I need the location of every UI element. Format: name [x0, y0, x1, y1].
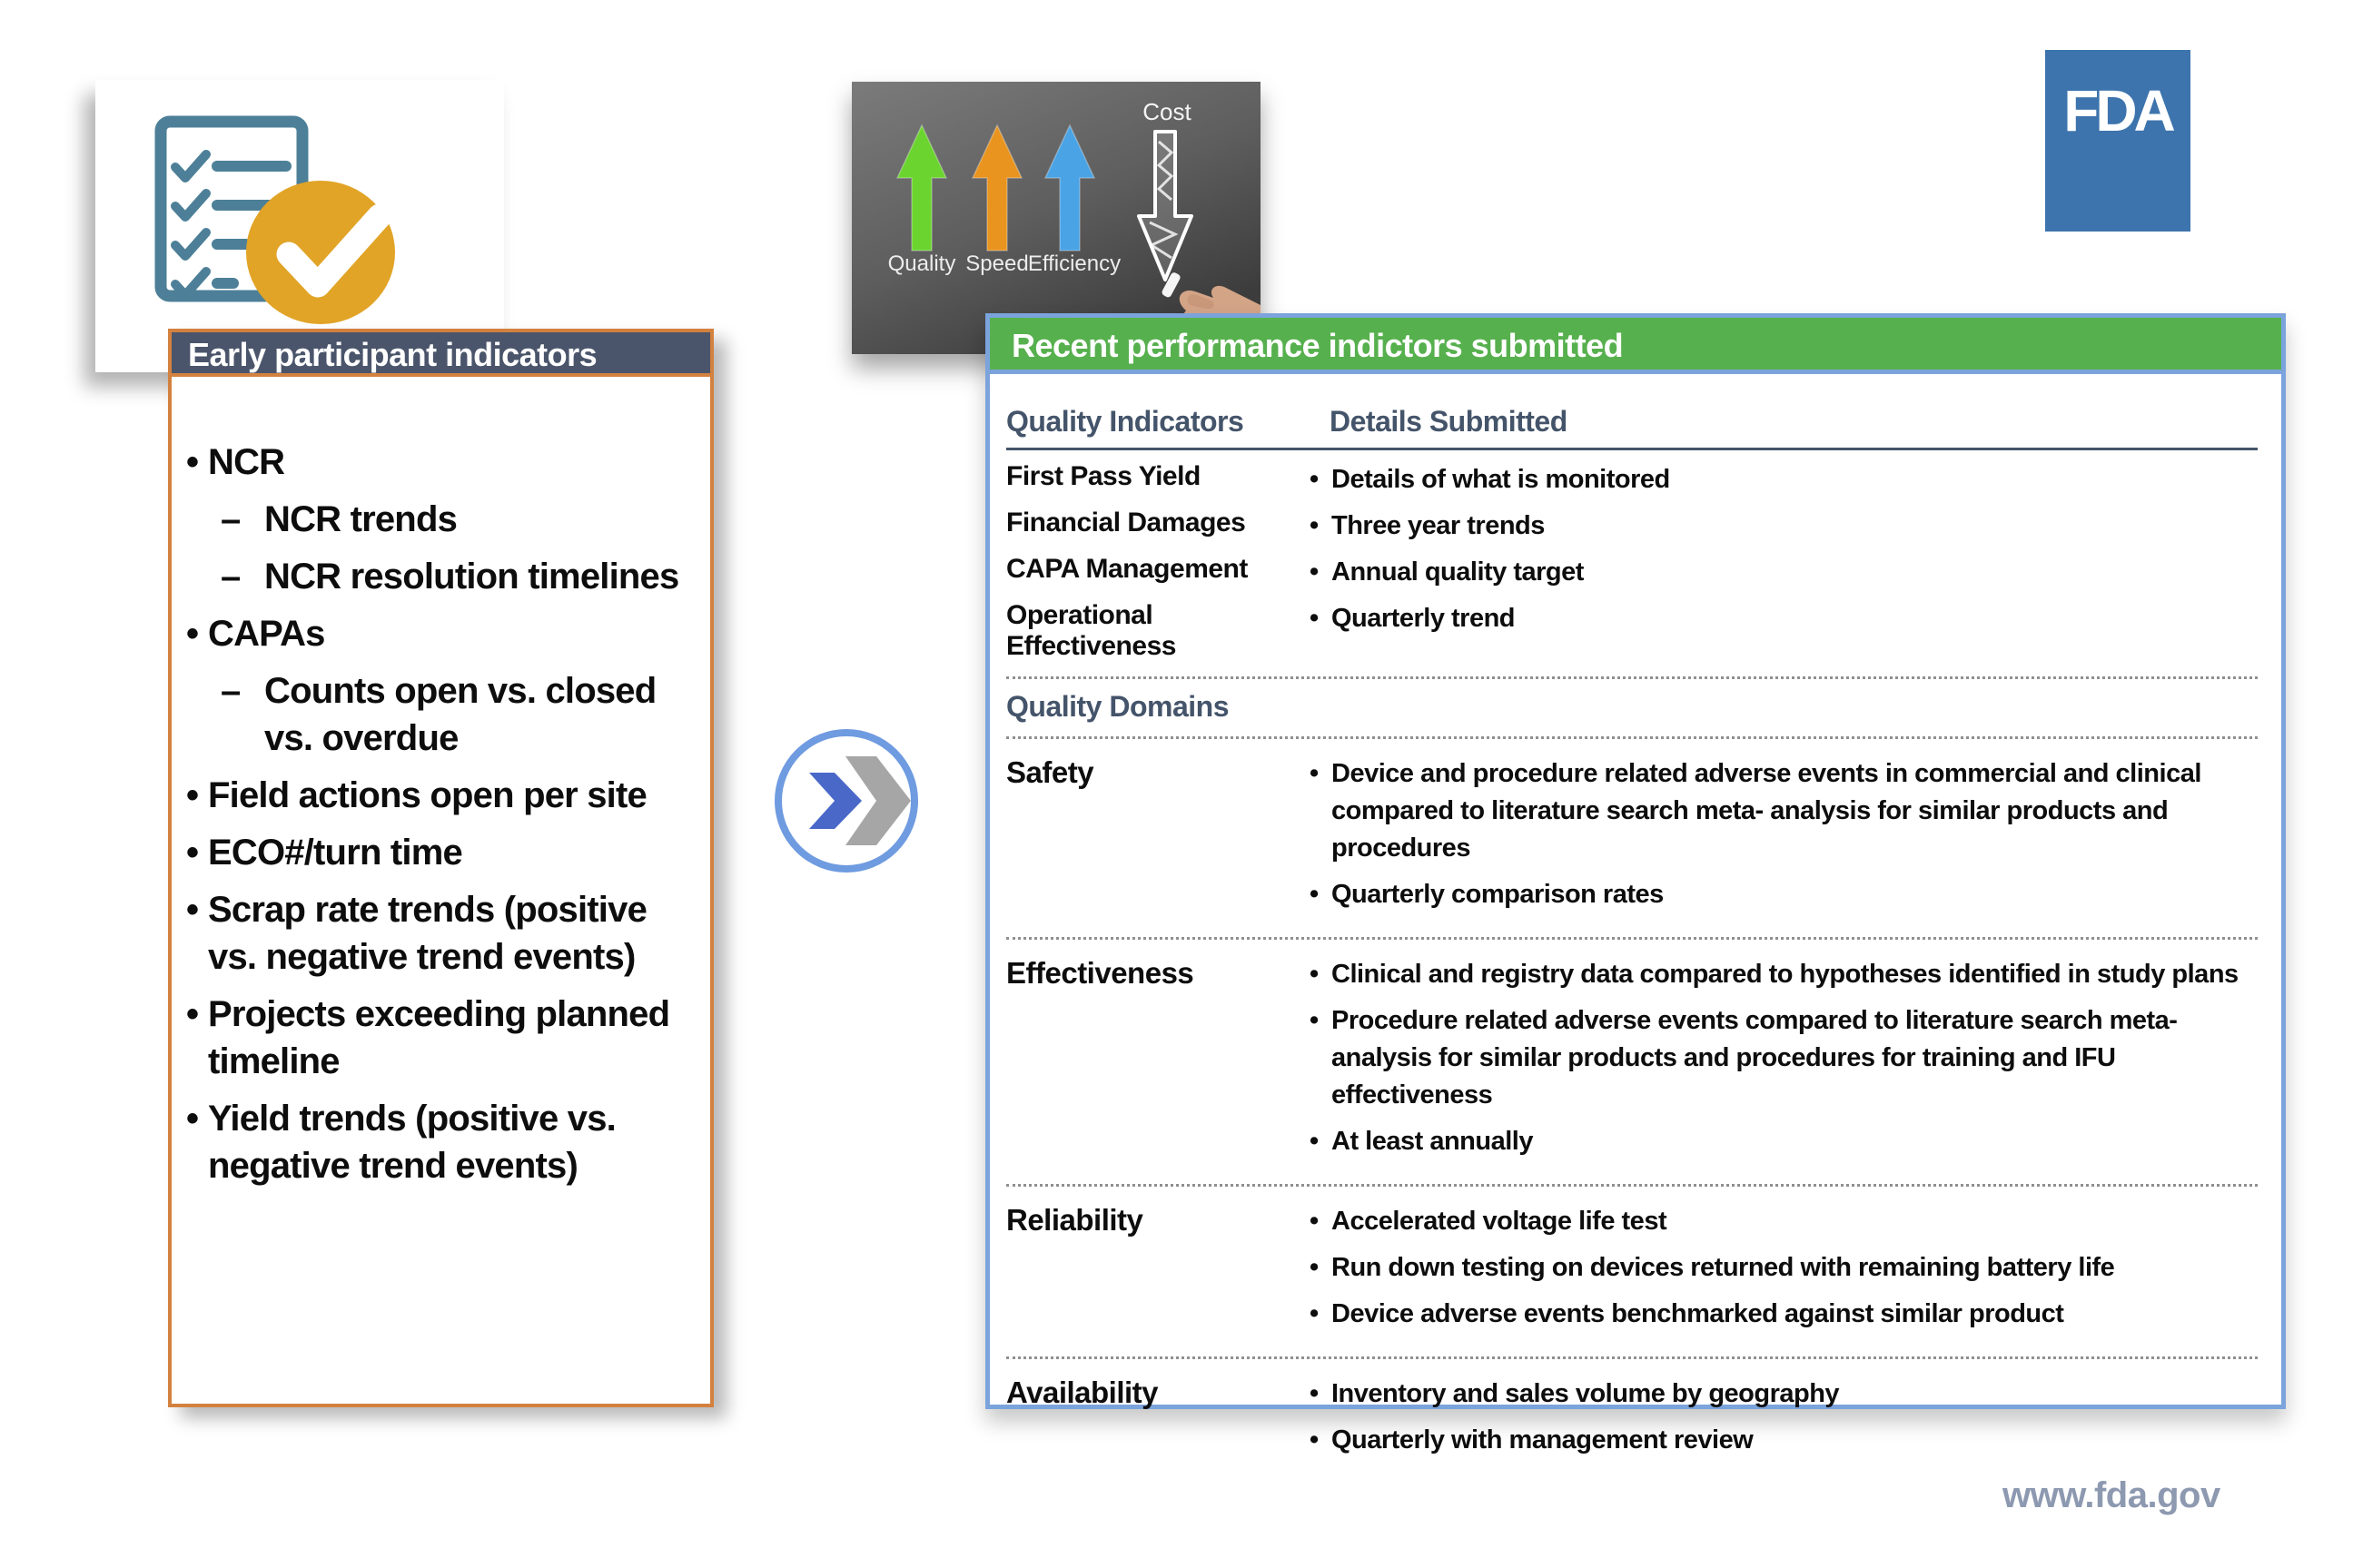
list-item: [181, 1095, 692, 1189]
detail-text: Device and procedure related adverse events in commercial and clinical compared to literature search meta- analysis for similar products and procedures: [1331, 759, 2201, 863]
indicator-row: [1006, 461, 2261, 508]
performance-indicators-panel: [985, 313, 2286, 1455]
indicator-label: Operational Effectiveness: [1006, 600, 1176, 661]
indicator-label: First Pass Yield: [1006, 461, 1201, 491]
detail-text: Clinical and registry data compared to hypotheses identified in study plans: [1331, 960, 2239, 989]
detail-text: Quarterly trend: [1331, 604, 1515, 633]
dotted-divider: [1006, 1184, 2258, 1187]
detail-text: Three year trends: [1331, 511, 1545, 540]
detail-text: At least annually: [1331, 1127, 1533, 1156]
list-item-text: CAPAs: [208, 614, 325, 654]
bullet-icon: •: [1310, 557, 1319, 587]
list-item: [181, 439, 692, 486]
domain-details: [1306, 1376, 2261, 1468]
list-item-text: Counts open vs. closed vs. overdue: [264, 671, 657, 758]
list-item-text: NCR trends: [264, 499, 458, 539]
domain-row: [1006, 956, 2261, 1169]
detail-text: Quarterly comparison rates: [1331, 880, 1664, 909]
domain-detail: [1306, 1203, 2241, 1240]
dotted-divider: [1006, 736, 2258, 739]
fda-gov-link[interactable]: www.fda.gov: [2002, 1475, 2220, 1515]
domain-details: [1306, 956, 2261, 1169]
column-header-rule: [1006, 448, 2258, 450]
domain-detail: [1306, 956, 2241, 993]
fda-logo: [2045, 50, 2190, 232]
indicator-label: Financial Damages: [1006, 508, 1246, 537]
domain-row: [1006, 1203, 2261, 1342]
domain-detail: [1306, 1376, 2241, 1413]
domain-row: [1006, 755, 2261, 922]
bullet-icon: –: [221, 557, 241, 597]
dotted-divider: [1006, 937, 2258, 940]
bullet-icon: •: [1310, 1207, 1319, 1236]
domain-details: [1306, 755, 2261, 922]
list-item: [181, 667, 692, 762]
list-item: [181, 610, 692, 657]
detail-text: Annual quality target: [1331, 557, 1584, 587]
column-header-quality-indicators: Quality Indicators: [1006, 405, 1244, 438]
bullet-icon: •: [186, 994, 199, 1034]
performance-indicators-body: [990, 374, 2281, 1468]
detail-text: Device adverse events benchmarked against similar product: [1331, 1299, 2064, 1328]
bullet-icon: •: [1310, 880, 1319, 909]
domain-label: Safety: [1006, 755, 1094, 789]
indicator-detail: [1306, 600, 2241, 637]
domain-label: Reliability: [1006, 1203, 1143, 1237]
bullet-icon: –: [221, 499, 241, 539]
list-item: [181, 829, 692, 876]
list-item-text: Projects exceeding planned timeline: [208, 994, 670, 1081]
detail-text: Run down testing on devices returned with remaining battery life: [1331, 1253, 2115, 1282]
domain-detail: [1306, 1249, 2241, 1287]
bullet-icon: •: [1310, 1253, 1319, 1282]
bullet-icon: •: [1310, 1379, 1319, 1408]
bullet-icon: •: [1310, 960, 1319, 989]
indicator-row: [1006, 600, 2261, 662]
label-efficiency: Efficiency: [1027, 251, 1122, 276]
bullet-icon: •: [1310, 1127, 1319, 1156]
domain-detail: [1306, 1002, 2241, 1114]
bullet-icon: •: [186, 442, 199, 482]
bullet-icon: •: [186, 833, 199, 873]
list-item-text: NCR resolution timelines: [264, 557, 679, 597]
bullet-icon: –: [221, 671, 241, 711]
performance-indicators-header: Recent performance indictors submitted: [990, 318, 2281, 374]
column-headers: [1006, 405, 2261, 439]
domain-detail: [1306, 876, 2241, 913]
bullet-icon: •: [186, 614, 199, 654]
indicator-rows: [1006, 461, 2261, 662]
indicator-detail: [1306, 461, 2241, 498]
early-indicators-panel: [168, 329, 714, 1407]
detail-text: Details of what is monitored: [1331, 465, 1670, 494]
bullet-icon: •: [1310, 604, 1319, 633]
list-item-text: Yield trends (positive vs. negative trend events): [208, 1099, 616, 1186]
bullet-icon: •: [1310, 511, 1319, 540]
detail-text: Procedure related adverse events compared to literature search meta-analysis for similar products and procedures for training and IFU effectiveness: [1331, 1006, 2178, 1109]
list-item-text: ECO#/turn time: [208, 833, 462, 873]
indicator-row: [1006, 508, 2261, 554]
domain-rows: [1006, 755, 2261, 1468]
quality-domains-heading: Quality Domains: [1006, 690, 1229, 723]
early-indicator-list: [172, 377, 710, 1189]
domain-detail: [1306, 1422, 2241, 1459]
domain-detail: [1306, 1296, 2241, 1333]
list-item: [181, 886, 692, 981]
bullet-icon: •: [186, 890, 199, 930]
bullet-icon: •: [186, 775, 199, 815]
domain-details: [1306, 1203, 2261, 1342]
column-header-details-submitted: Details Submitted: [1330, 405, 1567, 438]
fda-logo-text: FDA: [2063, 78, 2172, 143]
bullet-icon: •: [1310, 759, 1319, 788]
domain-row: [1006, 1376, 2261, 1468]
domain-detail: [1306, 1123, 2241, 1160]
list-item: [181, 772, 692, 819]
bullet-icon: •: [1310, 1006, 1319, 1035]
domain-label: Effectiveness: [1006, 956, 1194, 990]
domain-detail: [1306, 755, 2241, 867]
indicator-row: [1006, 554, 2261, 600]
list-item: [181, 496, 692, 543]
bullet-icon: •: [1310, 1425, 1319, 1455]
domain-label: Availability: [1006, 1376, 1159, 1409]
indicator-label: CAPA Management: [1006, 554, 1248, 584]
list-item-text: Scrap rate trends (positive vs. negative trend events): [208, 890, 648, 977]
label-quality: Quality: [887, 251, 956, 276]
detail-text: Accelerated voltage life test: [1331, 1207, 1667, 1236]
list-item: [181, 553, 692, 600]
double-chevron-icon: [775, 729, 918, 873]
list-item-text: NCR: [208, 442, 285, 482]
bullet-icon: •: [186, 1099, 199, 1139]
bullet-icon: •: [1310, 1299, 1319, 1328]
bullet-icon: •: [1310, 465, 1319, 494]
list-item: [181, 991, 692, 1085]
label-cost: Cost: [1142, 98, 1191, 125]
list-item-text: Field actions open per site: [208, 775, 647, 815]
indicator-detail: [1306, 508, 2241, 545]
dotted-divider: [1006, 676, 2258, 679]
indicator-detail: [1306, 554, 2241, 591]
label-speed: Speed: [965, 251, 1029, 276]
double-chevron-glyph: [782, 736, 911, 865]
detail-text: Quarterly with management review: [1331, 1425, 1754, 1455]
dotted-divider: [1006, 1356, 2258, 1359]
detail-text: Inventory and sales volume by geography: [1331, 1379, 1840, 1408]
early-indicators-header: Early participant indicators: [172, 332, 710, 377]
